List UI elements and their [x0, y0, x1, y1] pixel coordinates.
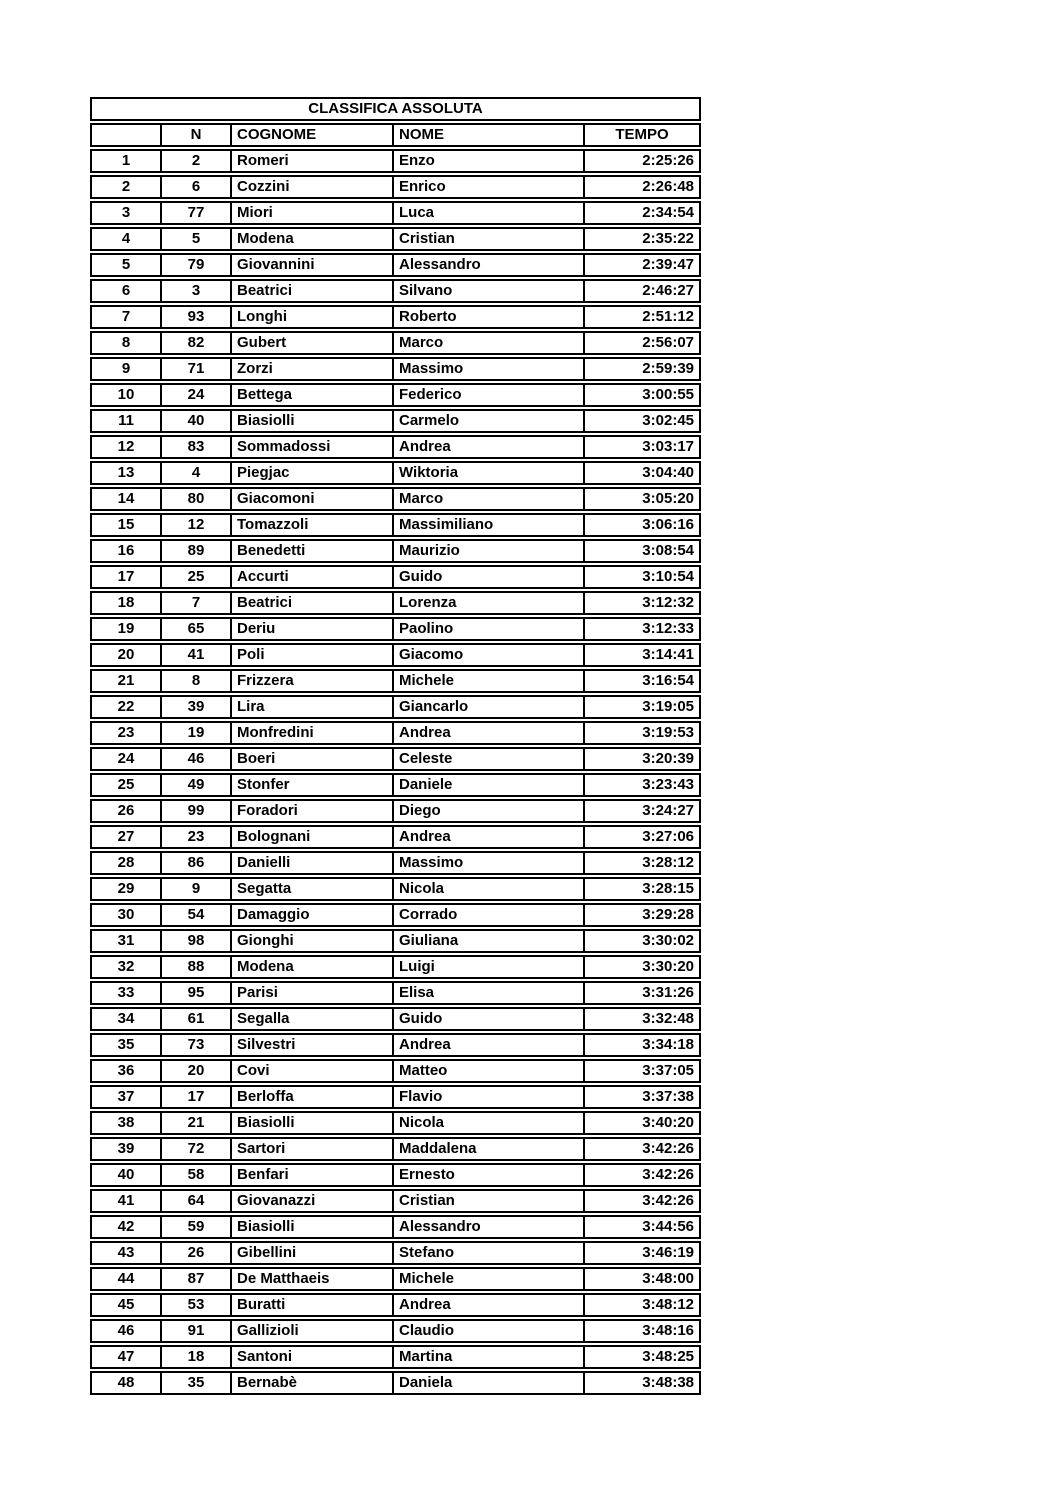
surname-cell: Piegjac — [232, 463, 394, 483]
table-row — [90, 1163, 701, 1187]
time-cell: 2:59:39 — [642, 360, 694, 377]
rank-cell: 14 — [92, 489, 162, 509]
surname-cell: Sartori — [232, 1139, 394, 1159]
firstname-cell: Giacomo — [394, 645, 585, 665]
time-cell: 3:20:39 — [642, 750, 694, 767]
time-cell: 3:28:12 — [642, 854, 694, 871]
time-cell: 3:42:26 — [642, 1192, 694, 1209]
time-cell: 2:25:26 — [642, 152, 694, 169]
rank-cell: 9 — [92, 359, 162, 379]
time-cell: 3:29:28 — [642, 906, 694, 923]
time-cell: 3:37:38 — [642, 1088, 694, 1105]
time-cell: 3:06:16 — [642, 516, 694, 533]
table-row — [90, 591, 701, 615]
rank-cell: 16 — [92, 541, 162, 561]
surname-cell: Biasiolli — [232, 1217, 394, 1237]
firstname-cell: Andrea — [394, 827, 585, 847]
rank-cell: 34 — [92, 1009, 162, 1029]
surname-cell: Gionghi — [232, 931, 394, 951]
firstname-cell: Cristian — [394, 229, 585, 249]
time-cell: 3:44:56 — [642, 1218, 694, 1235]
table-row — [90, 877, 701, 901]
table-row — [90, 1293, 701, 1317]
table-row — [90, 331, 701, 355]
surname-cell: Biasiolli — [232, 1113, 394, 1133]
time-cell: 3:05:20 — [642, 490, 694, 507]
surname-cell: Parisi — [232, 983, 394, 1003]
header-surname: COGNOME — [232, 125, 394, 145]
rank-cell: 36 — [92, 1061, 162, 1081]
surname-cell: Segatta — [232, 879, 394, 899]
bib-number-cell: 35 — [162, 1373, 232, 1393]
firstname-cell: Daniela — [394, 1373, 585, 1393]
bib-number-cell: 53 — [162, 1295, 232, 1315]
table-row — [90, 851, 701, 875]
table-row — [90, 435, 701, 459]
table-row — [90, 175, 701, 199]
rank-cell: 13 — [92, 463, 162, 483]
bib-number-cell: 17 — [162, 1087, 232, 1107]
firstname-cell: Lorenza — [394, 593, 585, 613]
bib-number-cell: 99 — [162, 801, 232, 821]
surname-cell: Bolognani — [232, 827, 394, 847]
table-row — [90, 1215, 701, 1239]
table-row — [90, 721, 701, 745]
surname-cell: Romeri — [232, 151, 394, 171]
table-row — [90, 1111, 701, 1135]
table-title-row — [90, 97, 701, 121]
bib-number-cell: 71 — [162, 359, 232, 379]
firstname-cell: Roberto — [394, 307, 585, 327]
surname-cell: Poli — [232, 645, 394, 665]
rank-cell: 46 — [92, 1321, 162, 1341]
table-row — [90, 1371, 701, 1395]
surname-cell: Giovannini — [232, 255, 394, 275]
time-cell: 3:12:32 — [642, 594, 694, 611]
rank-cell: 2 — [92, 177, 162, 197]
table-row — [90, 747, 701, 771]
surname-cell: Giovanazzi — [232, 1191, 394, 1211]
surname-cell: Beatrici — [232, 593, 394, 613]
surname-cell: Beatrici — [232, 281, 394, 301]
surname-cell: Bernabè — [232, 1373, 394, 1393]
firstname-cell: Nicola — [394, 1113, 585, 1133]
bib-number-cell: 86 — [162, 853, 232, 873]
firstname-cell: Guido — [394, 567, 585, 587]
surname-cell: Santoni — [232, 1347, 394, 1367]
firstname-cell: Andrea — [394, 1035, 585, 1055]
firstname-cell: Matteo — [394, 1061, 585, 1081]
bib-number-cell: 73 — [162, 1035, 232, 1055]
rank-cell: 41 — [92, 1191, 162, 1211]
surname-cell: Silvestri — [232, 1035, 394, 1055]
table-row — [90, 565, 701, 589]
time-cell: 3:27:06 — [642, 828, 694, 845]
time-cell: 3:48:00 — [642, 1270, 694, 1287]
table-row — [90, 383, 701, 407]
bib-number-cell: 2 — [162, 151, 232, 171]
bib-number-cell: 58 — [162, 1165, 232, 1185]
time-cell: 3:37:05 — [642, 1062, 694, 1079]
surname-cell: Longhi — [232, 307, 394, 327]
firstname-cell: Michele — [394, 671, 585, 691]
rank-cell: 39 — [92, 1139, 162, 1159]
rank-cell: 45 — [92, 1295, 162, 1315]
bib-number-cell: 77 — [162, 203, 232, 223]
firstname-cell: Elisa — [394, 983, 585, 1003]
time-cell: 3:42:26 — [642, 1140, 694, 1157]
rank-cell: 44 — [92, 1269, 162, 1289]
time-cell: 2:46:27 — [642, 282, 694, 299]
table-row — [90, 1137, 701, 1161]
bib-number-cell: 41 — [162, 645, 232, 665]
surname-cell: Benedetti — [232, 541, 394, 561]
firstname-cell: Marco — [394, 489, 585, 509]
header-rank — [92, 125, 162, 145]
firstname-cell: Stefano — [394, 1243, 585, 1263]
bib-number-cell: 83 — [162, 437, 232, 457]
bib-number-cell: 82 — [162, 333, 232, 353]
rank-cell: 38 — [92, 1113, 162, 1133]
table-row — [90, 773, 701, 797]
surname-cell: De Matthaeis — [232, 1269, 394, 1289]
bib-number-cell: 6 — [162, 177, 232, 197]
bib-number-cell: 12 — [162, 515, 232, 535]
rank-cell: 20 — [92, 645, 162, 665]
time-cell: 3:34:18 — [642, 1036, 694, 1053]
bib-number-cell: 61 — [162, 1009, 232, 1029]
surname-cell: Biasiolli — [232, 411, 394, 431]
firstname-cell: Alessandro — [394, 1217, 585, 1237]
table-row — [90, 695, 701, 719]
firstname-cell: Luca — [394, 203, 585, 223]
rank-cell: 12 — [92, 437, 162, 457]
time-cell: 3:08:54 — [642, 542, 694, 559]
firstname-cell: Daniele — [394, 775, 585, 795]
bib-number-cell: 21 — [162, 1113, 232, 1133]
bib-number-cell: 88 — [162, 957, 232, 977]
firstname-cell: Carmelo — [394, 411, 585, 431]
bib-number-cell: 65 — [162, 619, 232, 639]
firstname-cell: Claudio — [394, 1321, 585, 1341]
rank-cell: 25 — [92, 775, 162, 795]
bib-number-cell: 9 — [162, 879, 232, 899]
surname-cell: Gallizioli — [232, 1321, 394, 1341]
time-cell: 3:30:20 — [642, 958, 694, 975]
time-cell: 2:39:47 — [642, 256, 694, 273]
bib-number-cell: 87 — [162, 1269, 232, 1289]
time-cell: 3:00:55 — [642, 386, 694, 403]
table-row — [90, 1033, 701, 1057]
time-cell: 2:51:12 — [642, 308, 694, 325]
rank-cell: 26 — [92, 801, 162, 821]
rank-cell: 8 — [92, 333, 162, 353]
time-cell: 3:19:05 — [642, 698, 694, 715]
table-body — [90, 149, 701, 1395]
firstname-cell: Alessandro — [394, 255, 585, 275]
rank-cell: 3 — [92, 203, 162, 223]
surname-cell: Damaggio — [232, 905, 394, 925]
surname-cell: Danielli — [232, 853, 394, 873]
rank-cell: 47 — [92, 1347, 162, 1367]
rank-cell: 35 — [92, 1035, 162, 1055]
rank-cell: 15 — [92, 515, 162, 535]
firstname-cell: Andrea — [394, 723, 585, 743]
bib-number-cell: 5 — [162, 229, 232, 249]
bib-number-cell: 93 — [162, 307, 232, 327]
table-row — [90, 1085, 701, 1109]
surname-cell: Benfari — [232, 1165, 394, 1185]
time-cell: 3:42:26 — [642, 1166, 694, 1183]
time-cell: 3:03:17 — [642, 438, 694, 455]
surname-cell: Modena — [232, 957, 394, 977]
time-cell: 3:46:19 — [642, 1244, 694, 1261]
firstname-cell: Wiktoria — [394, 463, 585, 483]
table-header-row — [90, 123, 701, 147]
rank-cell: 27 — [92, 827, 162, 847]
table-row — [90, 981, 701, 1005]
rank-cell: 6 — [92, 281, 162, 301]
bib-number-cell: 80 — [162, 489, 232, 509]
table-row — [90, 539, 701, 563]
bib-number-cell: 59 — [162, 1217, 232, 1237]
bib-number-cell: 89 — [162, 541, 232, 561]
time-cell: 3:10:54 — [642, 568, 694, 585]
bib-number-cell: 95 — [162, 983, 232, 1003]
table-row — [90, 487, 701, 511]
surname-cell: Lira — [232, 697, 394, 717]
bib-number-cell: 23 — [162, 827, 232, 847]
table-row — [90, 929, 701, 953]
bib-number-cell: 7 — [162, 593, 232, 613]
bib-number-cell: 40 — [162, 411, 232, 431]
header-firstname: NOME — [394, 125, 585, 145]
time-cell: 3:30:02 — [642, 932, 694, 949]
time-cell: 3:02:45 — [642, 412, 694, 429]
bib-number-cell: 49 — [162, 775, 232, 795]
bib-number-cell: 26 — [162, 1243, 232, 1263]
bib-number-cell: 25 — [162, 567, 232, 587]
surname-cell: Accurti — [232, 567, 394, 587]
surname-cell: Giacomoni — [232, 489, 394, 509]
time-cell: 3:19:53 — [642, 724, 694, 741]
time-cell: 3:32:48 — [642, 1010, 694, 1027]
firstname-cell: Giuliana — [394, 931, 585, 951]
firstname-cell: Andrea — [394, 437, 585, 457]
time-cell: 2:35:22 — [642, 230, 694, 247]
time-cell: 3:48:12 — [642, 1296, 694, 1313]
rank-cell: 24 — [92, 749, 162, 769]
header-time: TEMPO — [615, 126, 669, 143]
bib-number-cell: 64 — [162, 1191, 232, 1211]
rank-cell: 23 — [92, 723, 162, 743]
table-row — [90, 799, 701, 823]
bib-number-cell: 54 — [162, 905, 232, 925]
time-cell: 3:31:26 — [642, 984, 694, 1001]
surname-cell: Miori — [232, 203, 394, 223]
results-table — [90, 97, 701, 1397]
rank-cell: 11 — [92, 411, 162, 431]
table-row — [90, 825, 701, 849]
table-row — [90, 227, 701, 251]
surname-cell: Buratti — [232, 1295, 394, 1315]
table-row — [90, 1007, 701, 1031]
rank-cell: 32 — [92, 957, 162, 977]
time-cell: 3:12:33 — [642, 620, 694, 637]
rank-cell: 42 — [92, 1217, 162, 1237]
surname-cell: Deriu — [232, 619, 394, 639]
table-row — [90, 149, 701, 173]
table-row — [90, 201, 701, 225]
time-cell: 3:48:38 — [642, 1374, 694, 1391]
surname-cell: Tomazzoli — [232, 515, 394, 535]
time-cell: 3:28:15 — [642, 880, 694, 897]
surname-cell: Gubert — [232, 333, 394, 353]
bib-number-cell: 72 — [162, 1139, 232, 1159]
table-row — [90, 1059, 701, 1083]
firstname-cell: Massimo — [394, 853, 585, 873]
header-bib-number: N — [162, 125, 232, 145]
time-cell: 3:04:40 — [642, 464, 694, 481]
firstname-cell: Michele — [394, 1269, 585, 1289]
rank-cell: 43 — [92, 1243, 162, 1263]
rank-cell: 33 — [92, 983, 162, 1003]
rank-cell: 1 — [92, 151, 162, 171]
rank-cell: 19 — [92, 619, 162, 639]
surname-cell: Segalla — [232, 1009, 394, 1029]
bib-number-cell: 91 — [162, 1321, 232, 1341]
bib-number-cell: 46 — [162, 749, 232, 769]
rank-cell: 21 — [92, 671, 162, 691]
rank-cell: 7 — [92, 307, 162, 327]
surname-cell: Cozzini — [232, 177, 394, 197]
firstname-cell: Nicola — [394, 879, 585, 899]
firstname-cell: Martina — [394, 1347, 585, 1367]
table-row — [90, 253, 701, 277]
table-row — [90, 1319, 701, 1343]
rank-cell: 22 — [92, 697, 162, 717]
rank-cell: 40 — [92, 1165, 162, 1185]
firstname-cell: Marco — [394, 333, 585, 353]
table-row — [90, 955, 701, 979]
bib-number-cell: 18 — [162, 1347, 232, 1367]
surname-cell: Zorzi — [232, 359, 394, 379]
rank-cell: 4 — [92, 229, 162, 249]
firstname-cell: Massimo — [394, 359, 585, 379]
rank-cell: 30 — [92, 905, 162, 925]
table-row — [90, 617, 701, 641]
firstname-cell: Cristian — [394, 1191, 585, 1211]
firstname-cell: Guido — [394, 1009, 585, 1029]
table-row — [90, 1189, 701, 1213]
surname-cell: Bettega — [232, 385, 394, 405]
surname-cell: Stonfer — [232, 775, 394, 795]
firstname-cell: Federico — [394, 385, 585, 405]
firstname-cell: Ernesto — [394, 1165, 585, 1185]
time-cell: 2:56:07 — [642, 334, 694, 351]
time-cell: 3:14:41 — [642, 646, 694, 663]
table-row — [90, 1345, 701, 1369]
firstname-cell: Corrado — [394, 905, 585, 925]
table-row — [90, 1241, 701, 1265]
rank-cell: 10 — [92, 385, 162, 405]
firstname-cell: Enrico — [394, 177, 585, 197]
firstname-cell: Maddalena — [394, 1139, 585, 1159]
firstname-cell: Celeste — [394, 749, 585, 769]
rank-cell: 29 — [92, 879, 162, 899]
bib-number-cell: 24 — [162, 385, 232, 405]
bib-number-cell: 79 — [162, 255, 232, 275]
time-cell: 2:26:48 — [642, 178, 694, 195]
surname-cell: Covi — [232, 1061, 394, 1081]
bib-number-cell: 3 — [162, 281, 232, 301]
time-cell: 3:48:25 — [642, 1348, 694, 1365]
bib-number-cell: 98 — [162, 931, 232, 951]
table-row — [90, 461, 701, 485]
surname-cell: Gibellini — [232, 1243, 394, 1263]
rank-cell: 31 — [92, 931, 162, 951]
firstname-cell: Silvano — [394, 281, 585, 301]
surname-cell: Berloffa — [232, 1087, 394, 1107]
rank-cell: 5 — [92, 255, 162, 275]
surname-cell: Boeri — [232, 749, 394, 769]
bib-number-cell: 19 — [162, 723, 232, 743]
time-cell: 3:40:20 — [642, 1114, 694, 1131]
table-row — [90, 513, 701, 537]
firstname-cell: Giancarlo — [394, 697, 585, 717]
table-row — [90, 1267, 701, 1291]
bib-number-cell: 4 — [162, 463, 232, 483]
surname-cell: Modena — [232, 229, 394, 249]
table-row — [90, 409, 701, 433]
surname-cell: Monfredini — [232, 723, 394, 743]
rank-cell: 18 — [92, 593, 162, 613]
surname-cell: Frizzera — [232, 671, 394, 691]
table-row — [90, 357, 701, 381]
firstname-cell: Massimiliano — [394, 515, 585, 535]
firstname-cell: Luigi — [394, 957, 585, 977]
rank-cell: 17 — [92, 567, 162, 587]
time-cell: 3:23:43 — [642, 776, 694, 793]
bib-number-cell: 39 — [162, 697, 232, 717]
rank-cell: 48 — [92, 1373, 162, 1393]
table-row — [90, 305, 701, 329]
time-cell: 3:48:16 — [642, 1322, 694, 1339]
time-cell: 3:24:27 — [642, 802, 694, 819]
firstname-cell: Enzo — [394, 151, 585, 171]
table-row — [90, 669, 701, 693]
bib-number-cell: 8 — [162, 671, 232, 691]
firstname-cell: Maurizio — [394, 541, 585, 561]
time-cell: 2:34:54 — [642, 204, 694, 221]
table-row — [90, 279, 701, 303]
surname-cell: Foradori — [232, 801, 394, 821]
time-cell: 3:16:54 — [642, 672, 694, 689]
firstname-cell: Andrea — [394, 1295, 585, 1315]
surname-cell: Sommadossi — [232, 437, 394, 457]
firstname-cell: Paolino — [394, 619, 585, 639]
table-row — [90, 903, 701, 927]
firstname-cell: Flavio — [394, 1087, 585, 1107]
rank-cell: 37 — [92, 1087, 162, 1107]
rank-cell: 28 — [92, 853, 162, 873]
firstname-cell: Diego — [394, 801, 585, 821]
bib-number-cell: 20 — [162, 1061, 232, 1081]
table-row — [90, 643, 701, 667]
table-title: CLASSIFICA ASSOLUTA — [308, 100, 483, 117]
